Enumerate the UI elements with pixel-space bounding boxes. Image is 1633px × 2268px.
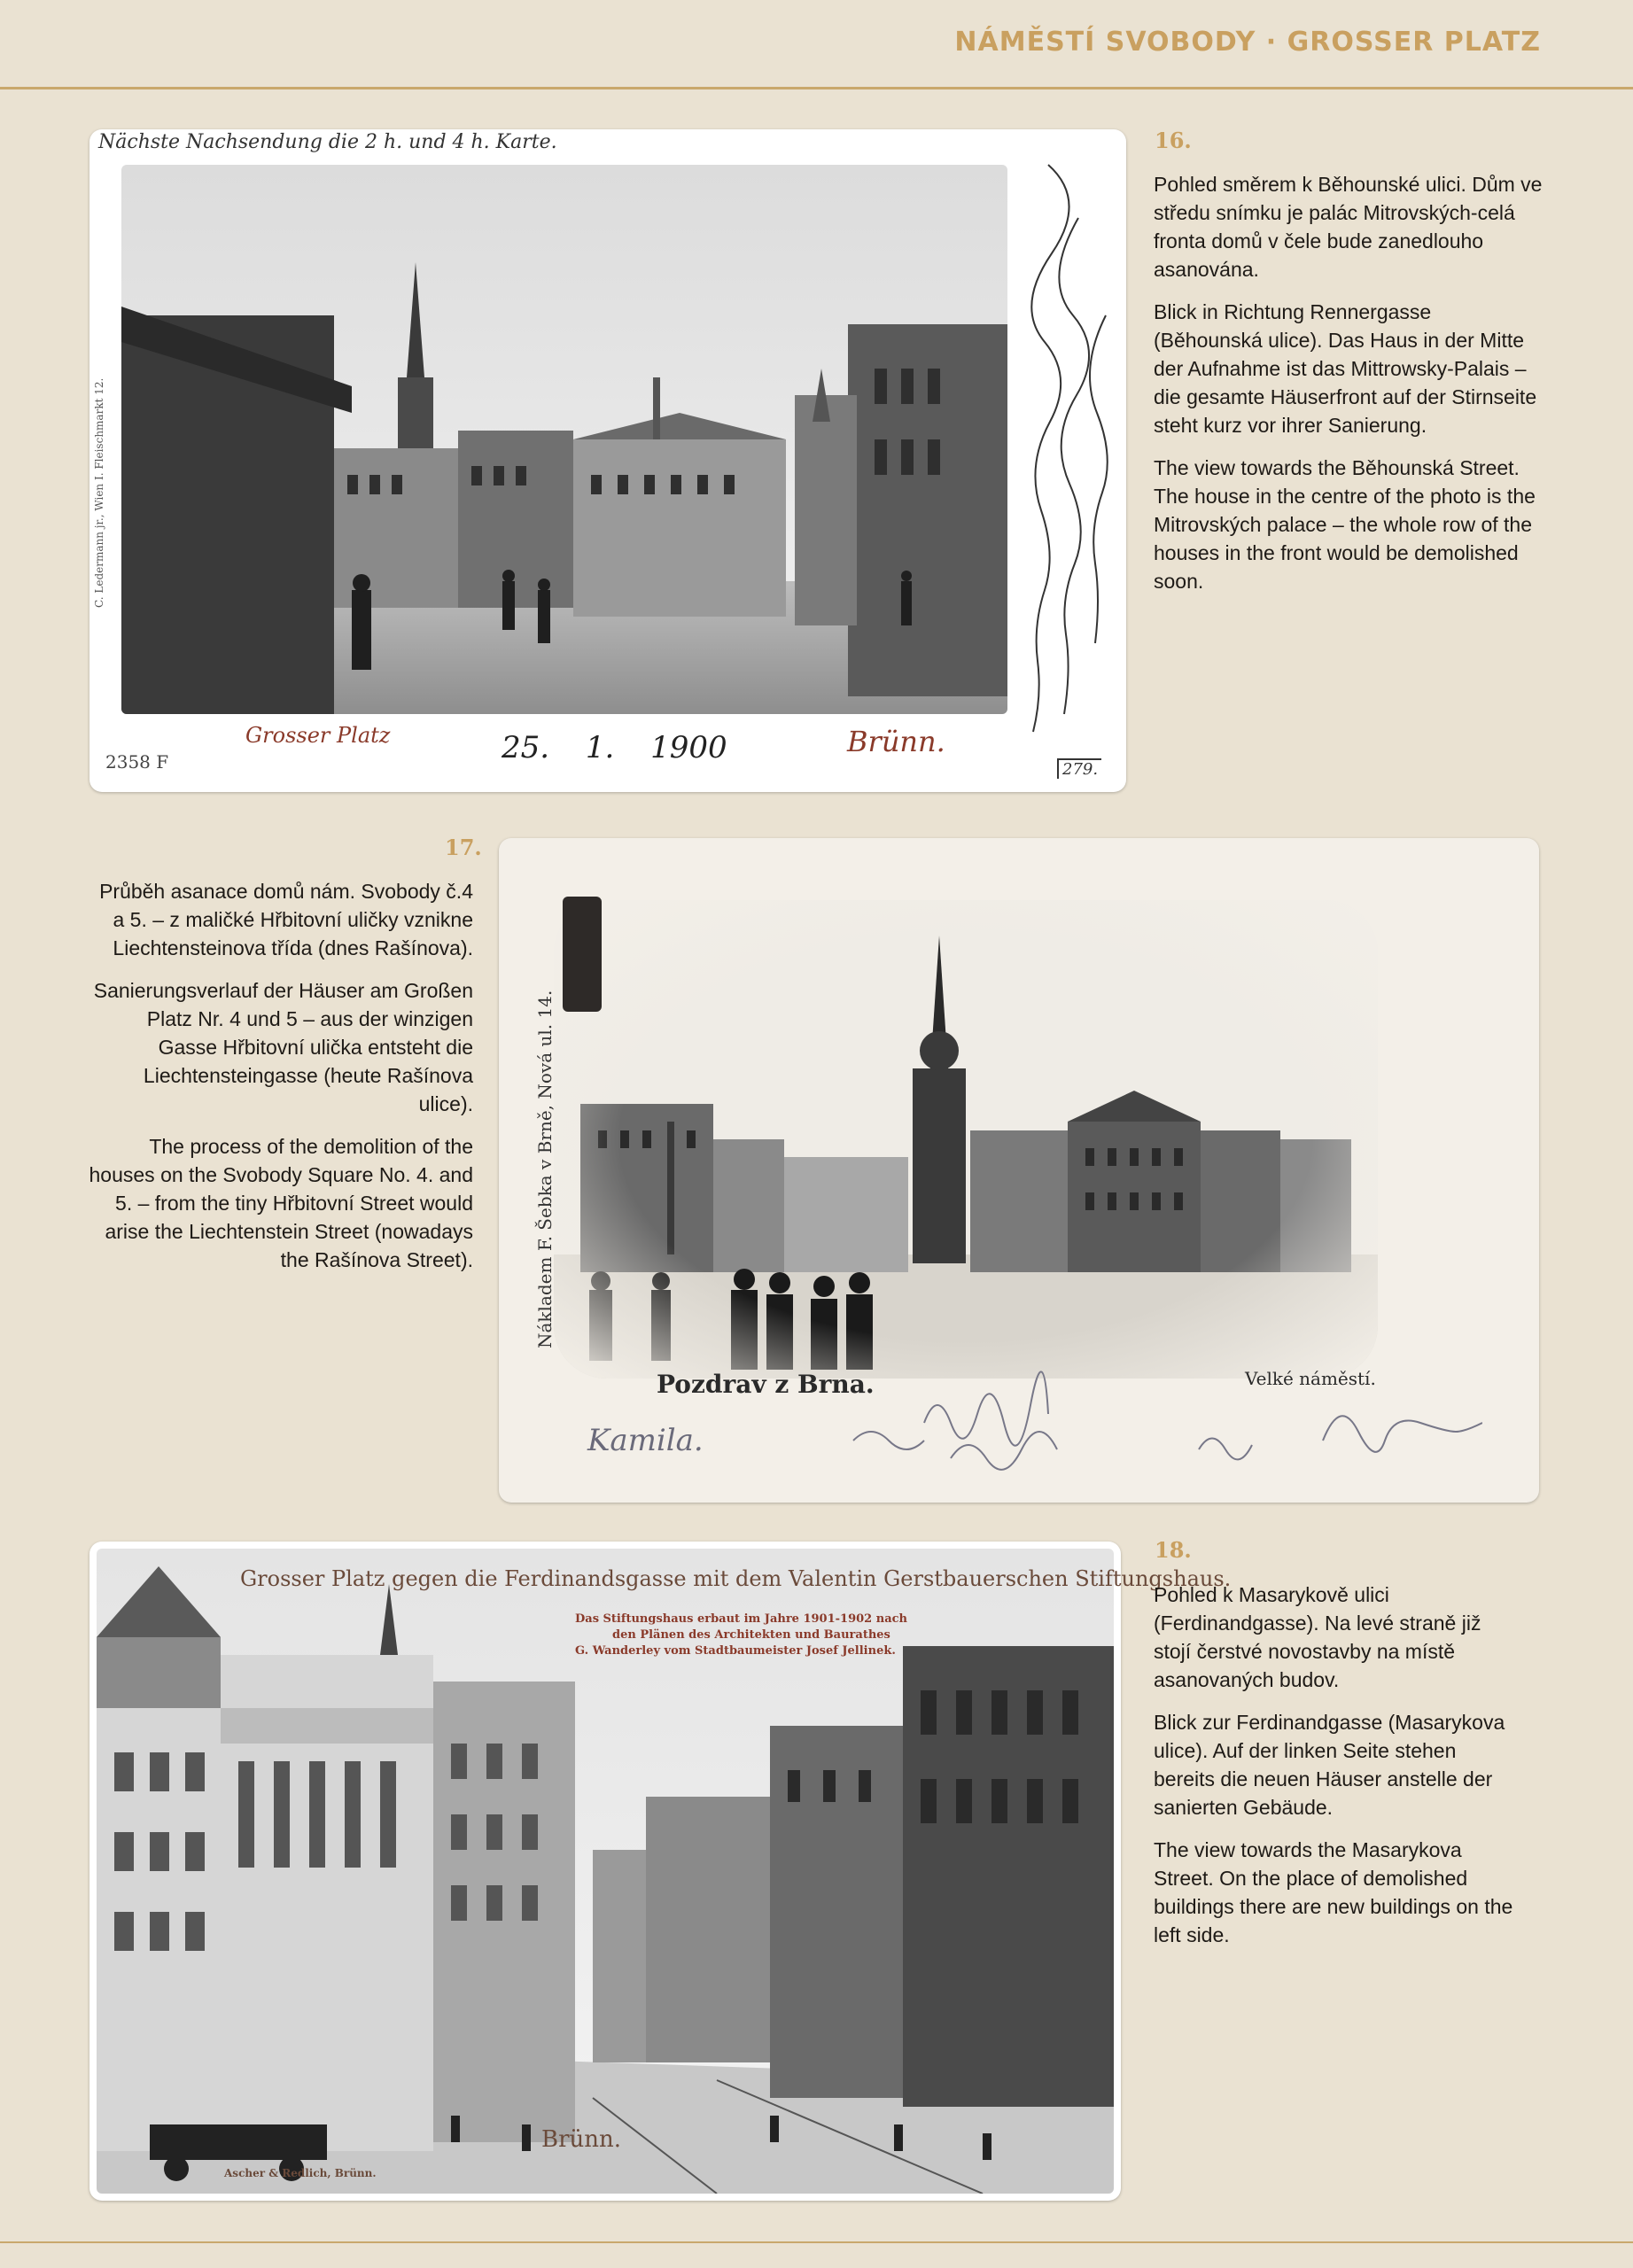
page-header: [0, 0, 1633, 89]
shop-sign-fragment: [563, 897, 602, 1012]
postcard-city: Brünn.: [847, 725, 945, 758]
postcard-handwriting-top: Nächste Nachsendung die 2 h. und 4 h. Karte.: [98, 131, 557, 153]
page-title: NÁMĚSTÍ SVOBODY · GROSSER PLATZ: [954, 27, 1541, 58]
postcard-stamp-number: 279.: [1057, 758, 1101, 779]
street-scene-illustration: [121, 165, 1007, 714]
postcard-date: 25. 1. 1900: [502, 730, 727, 765]
section-17-german: Sanierungsverlauf der Häuser am Großen Platz Nr. 4 und 5 – aus der winzigen Gasse Hřbitovní ulička entsteht die Liechtensteingasse (heute Rašínova ulice).: [93, 979, 473, 1115]
square-scene-illustration: [554, 900, 1378, 1379]
postcard-note-line-1: Das Stiftungshaus erbaut im Jahre 1901-1902 nach: [575, 1612, 907, 1626]
handwriting-scribble: [844, 1370, 1482, 1476]
section-17-czech: Průběh asanace domů nám. Svobody č.4 a 5. – z maličké Hřbitovní uličky vznikne Liechtensteinova třída (dnes Rašínova).: [99, 880, 473, 959]
postcard-note-line-2: den Plänen des Architekten und Baurathes: [612, 1628, 890, 1642]
postcard-grosser-platz: [89, 129, 1126, 792]
footer-divider: [0, 2241, 1633, 2243]
postcard-place: Velké náměstí.: [1245, 1368, 1376, 1389]
section-17-text: [89, 877, 473, 1288]
postcard-title: Grosser Platz gegen die Ferdinandsgasse mit dem Valentin Gerstbauerschen Stiftungshaus.: [240, 1566, 1232, 1591]
section-18-german: Blick zur Ferdinandgasse (Masarykova ulice). Auf der linken Seite stehen bereits die neuen Häuser anstelle der sanierten Gebäude.: [1154, 1711, 1505, 1819]
postcard-note-line-3: G. Wanderley vom Stadtbaumeister Josef Jellinek.: [575, 1644, 896, 1658]
section-16-german: Blick in Richtung Rennergasse (Běhounská ulice). Das Haus in der Mitte der Aufnahme ist das Mittrowsky-Palais – die gesamte Häuserfront auf der Stirnseite steht kurz vor ihrer Sanierung.: [1154, 300, 1537, 437]
postcard-photo: [554, 900, 1378, 1379]
section-18-czech: Pohled k Masarykově ulici (Ferdinandgasse). Na levé straně již stojí čerstvé novostavby na místě asanovaných budov.: [1154, 1583, 1481, 1691]
postcard-publisher: C. Ledermann jr., Wien I. Fleischmarkt 12.: [93, 377, 105, 608]
section-18-english: The view towards the Masarykova Street. On the place of demolished buildings there are new buildings on the left side.: [1154, 1838, 1513, 1946]
header-divider: [0, 87, 1633, 89]
postcard-publisher: Ascher & Redlich, Brünn.: [224, 2167, 377, 2179]
handwriting-scribble: [1015, 147, 1122, 750]
section-16-czech: Pohled směrem k Běhounské ulici. Dům ve středu snímku je palác Mitrovských-celá fronta domů v čele bude zanedlouho asanována.: [1154, 173, 1543, 281]
postcard-photo: [121, 165, 1007, 714]
postcard-code: 2358 F: [105, 751, 169, 773]
section-16-text: [1154, 170, 1544, 610]
postcard-signature: Kamila.: [587, 1423, 704, 1458]
section-number-18: 18.: [1155, 1537, 1192, 1563]
postcard-greeting: Pozdrav z Brna.: [657, 1370, 875, 1399]
postcard-city: Brünn.: [541, 2126, 622, 2153]
postcard-publisher: Nákladem F. Šebka v Brně, Nová ul. 14.: [534, 990, 556, 1348]
section-16-english: The view towards the Běhounská Street. The house in the centre of the photo is the Mitrovských palace – the whole row of the houses in the front would be demolished soon.: [1154, 456, 1536, 593]
section-18-text: [1154, 1581, 1517, 1963]
postcard-caption: Grosser Platz: [245, 723, 391, 748]
section-17-english: The process of the demolition of the houses on the Svobody Square No. 4. and 5. – from the tiny Hřbitovní Street would arise the Liechtenstein Street (nowadays the Rašínova Street).: [89, 1135, 473, 1271]
postcard-velke-namesti: [499, 838, 1539, 1503]
section-number-17: 17.: [445, 835, 482, 860]
section-number-16: 16.: [1155, 128, 1192, 153]
